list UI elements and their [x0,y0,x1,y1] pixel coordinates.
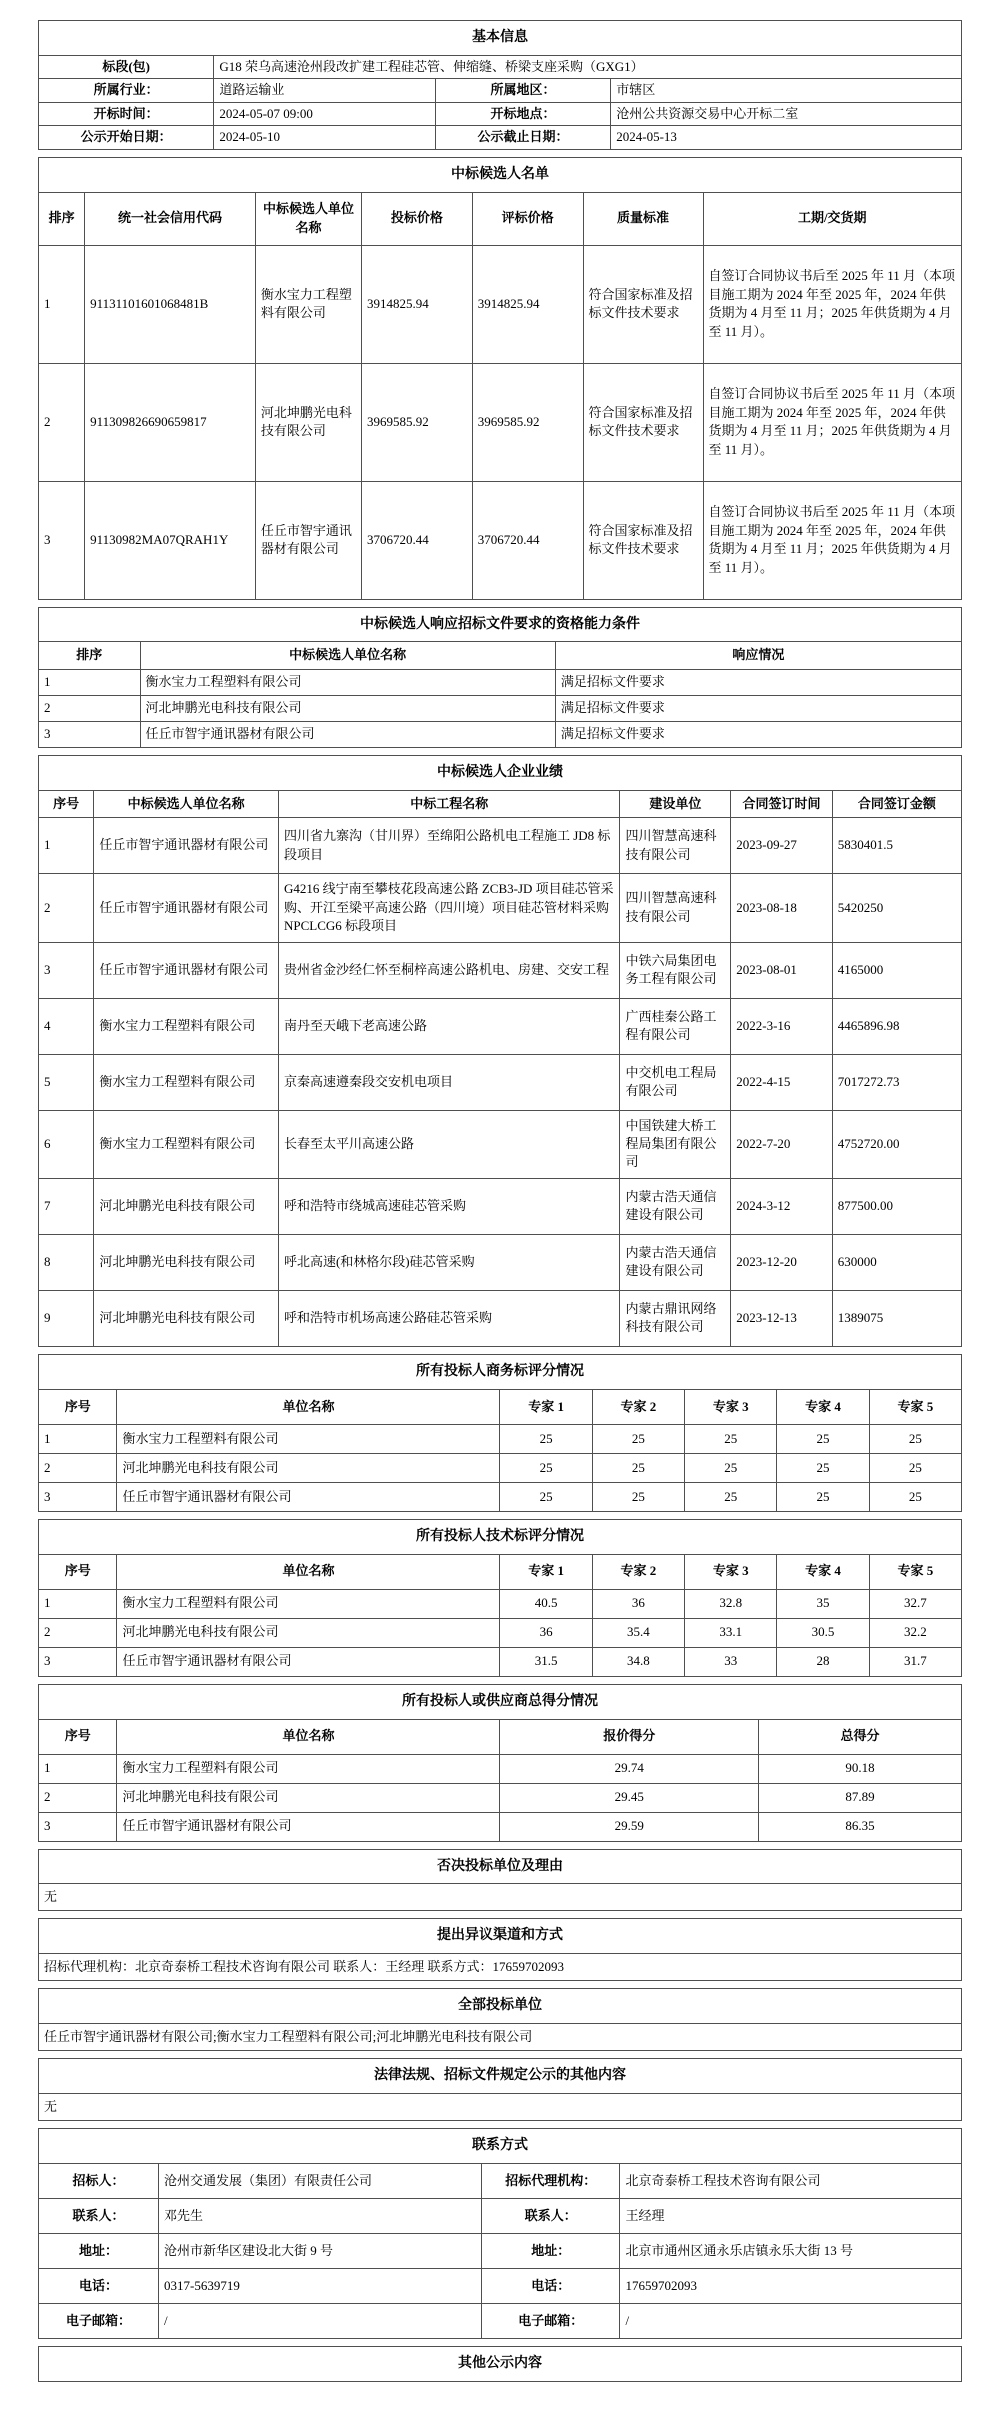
field-label: 招标代理机构： [482,2164,620,2199]
table-cell: 符合国家标准及招标文件技术要求 [583,481,703,599]
field-label: 所属地区： [435,79,610,102]
table-row [39,2269,962,2304]
field-label: 所属行业： [39,79,214,102]
field-label: 电话： [482,2269,620,2304]
column-header: 专家 4 [777,1389,869,1424]
table-cell: 3 [39,1482,117,1511]
table-row [39,1290,962,1346]
field-label: 联系人： [482,2199,620,2234]
column-header: 中标候选人单位名称 [140,642,555,669]
table-row [39,1647,962,1676]
table-cell: 四川省九寨沟（甘川界）至绵阳公路机电工程施工 JD8 标段项目 [278,818,620,874]
table-row [39,818,962,874]
field-value: 0317-5639719 [158,2269,481,2304]
table-cell: 25 [685,1482,777,1511]
table-cell: 25 [592,1424,684,1453]
table-cell: 90.18 [758,1754,961,1783]
table-cell: 2023-12-20 [731,1234,833,1290]
table-cell: 任丘市智宇通讯器材有限公司 [94,942,279,998]
section-title: 中标候选人响应招标文件要求的资格能力条件 [39,607,962,642]
table-cell: 河北坤鹏光电科技有限公司 [94,1234,279,1290]
table-row [39,1618,962,1647]
table-row [39,2024,962,2051]
field-label: 电子邮箱： [39,2304,159,2339]
table-row [39,1919,962,1954]
table-cell: 3 [39,1812,117,1841]
table-row [39,157,962,192]
section-content: 无 [39,2094,962,2121]
table-cell: 33.1 [685,1618,777,1647]
table-cell: 25 [685,1453,777,1482]
table-cell: 3 [39,1647,117,1676]
column-header: 专家 3 [685,1554,777,1589]
table-cell: 25 [685,1424,777,1453]
table-row [39,1482,962,1511]
field-value: 北京市通州区通永乐店镇永乐大街 13 号 [620,2234,962,2269]
table-row [39,1849,962,1884]
table-cell: 2 [39,695,141,721]
table-cell: 32.7 [869,1589,961,1618]
section-title: 中标候选人企业业绩 [39,755,962,790]
table-row [39,2199,962,2234]
table-row [39,55,962,78]
table-cell: 34.8 [592,1647,684,1676]
table-cell: 3914825.94 [362,245,473,363]
section-title: 法律法规、招标文件规定公示的其他内容 [39,2059,962,2094]
table-cell: 1 [39,669,141,695]
table-cell: 1 [39,818,94,874]
field-label: 标段(包) [39,55,214,78]
table-cell: 2 [39,1783,117,1812]
field-value: 邓先生 [158,2199,481,2234]
business-scores-table [38,1354,962,1512]
column-header: 质量标准 [583,192,703,245]
column-header: 序号 [39,1554,117,1589]
table-cell: 25 [869,1424,961,1453]
table-row [39,2347,962,2382]
table-cell: 5830401.5 [832,818,961,874]
table-row [39,2164,962,2199]
table-row [39,607,962,642]
table-header-row [39,192,962,245]
table-cell: 36 [500,1618,592,1647]
table-row [39,102,962,125]
table-cell: 衡水宝力工程塑料有限公司 [94,1110,279,1178]
table-cell: 京秦高速遵秦段交安机电项目 [278,1054,620,1110]
field-label: 电子邮箱： [482,2304,620,2339]
column-header: 统一社会信用代码 [85,192,256,245]
section-title: 全部投标单位 [39,1989,962,2024]
table-cell: 中铁六局集团电务工程有限公司 [620,942,731,998]
section-title: 中标候选人名单 [39,157,962,192]
table-row [39,874,962,942]
field-label: 开标地点： [435,102,610,125]
table-cell: 1 [39,1589,117,1618]
table-cell: 2022-7-20 [731,1110,833,1178]
table-cell: 河北坤鹏光电科技有限公司 [117,1618,500,1647]
table-row [39,21,962,56]
column-header: 评标价格 [472,192,583,245]
table-cell: 31.7 [869,1647,961,1676]
table-cell: 任丘市智宇通讯器材有限公司 [255,481,361,599]
table-cell: 7 [39,1178,94,1234]
column-header: 专家 3 [685,1389,777,1424]
column-header: 专家 4 [777,1554,869,1589]
table-cell: 河北坤鹏光电科技有限公司 [94,1178,279,1234]
column-header: 总得分 [758,1719,961,1754]
table-cell: 87.89 [758,1783,961,1812]
table-cell: 25 [869,1453,961,1482]
table-cell: 40.5 [500,1589,592,1618]
table-cell: 32.8 [685,1589,777,1618]
table-row [39,1884,962,1911]
table-cell: 河北坤鹏光电科技有限公司 [117,1453,500,1482]
section-title: 其他公示内容 [39,2347,962,2382]
column-header: 中标工程名称 [278,790,620,817]
table-cell: 25 [500,1482,592,1511]
section-content: 无 [39,1884,962,1911]
table-cell: 1389075 [832,1290,961,1346]
table-cell: 9 [39,1290,94,1346]
table-row [39,79,962,102]
column-header: 序号 [39,1389,117,1424]
table-row [39,2129,962,2164]
field-value: / [620,2304,962,2339]
table-cell: 25 [592,1482,684,1511]
column-header: 报价得分 [500,1719,758,1754]
table-cell: 33 [685,1647,777,1676]
table-cell: 31.5 [500,1647,592,1676]
table-cell: 贵州省金沙经仁怀至桐梓高速公路机电、房建、交安工程 [278,942,620,998]
column-header: 排序 [39,192,85,245]
table-cell: 91130982MA07QRAH1Y [85,481,256,599]
field-value: 北京奇泰桥工程技术咨询有限公司 [620,2164,962,2199]
table-cell: 衡水宝力工程塑料有限公司 [117,1589,500,1618]
table-cell: 四川智慧高速科技有限公司 [620,818,731,874]
table-cell: G4216 线宁南至攀枝花段高速公路 ZCB3-JD 项目硅芯管采购、开江至梁平高速公路（四川境）项目硅芯管材料采购 NPCLCG6 标段项目 [278,874,620,942]
table-cell: 25 [500,1424,592,1453]
field-value: 王经理 [620,2199,962,2234]
table-row [39,1954,962,1981]
contact-table [38,2128,962,2339]
table-cell: 自签订合同协议书后至 2025 年 11 月（本项目施工期为 2024 年至 2025 年，2024 年供货期为 4 月至 11 月；2025 年供货期为 4 月至 11 月）。 [703,481,961,599]
table-cell: 25 [777,1482,869,1511]
table-cell: 河北坤鹏光电科技有限公司 [94,1290,279,1346]
field-label: 地址： [39,2234,159,2269]
section-title: 所有投标人或供应商总得分情况 [39,1684,962,1719]
table-cell: 呼和浩特市机场高速公路硅芯管采购 [278,1290,620,1346]
field-value: 沧州市新华区建设北大街 9 号 [158,2234,481,2269]
column-header: 单位名称 [117,1719,500,1754]
table-cell: 任丘市智宇通讯器材有限公司 [140,721,555,747]
table-cell: 3 [39,481,85,599]
table-row [39,1754,962,1783]
table-cell: 衡水宝力工程塑料有限公司 [94,1054,279,1110]
table-row [39,1424,962,1453]
table-cell: 25 [777,1453,869,1482]
column-header: 专家 5 [869,1389,961,1424]
table-cell: 29.74 [500,1754,758,1783]
table-header-row [39,1554,962,1589]
table-cell: 7017272.73 [832,1054,961,1110]
column-header: 专家 2 [592,1389,684,1424]
field-label: 招标人： [39,2164,159,2199]
table-cell: 符合国家标准及招标文件技术要求 [583,245,703,363]
column-header: 工期/交货期 [703,192,961,245]
table-cell: 四川智慧高速科技有限公司 [620,874,731,942]
table-cell: 3969585.92 [472,363,583,481]
other-legal-table [38,2058,962,2121]
table-row [39,1684,962,1719]
table-cell: 32.2 [869,1618,961,1647]
table-cell: 29.59 [500,1812,758,1841]
performance-table [38,755,962,1347]
table-cell: 中国铁建大桥工程局集团有限公司 [620,1110,731,1178]
table-cell: 2022-3-16 [731,998,833,1054]
qualification-table [38,607,962,748]
table-cell: 呼北高速(和林格尔段)硅芯管采购 [278,1234,620,1290]
table-row [39,245,962,363]
table-cell: 25 [592,1453,684,1482]
table-cell: 2 [39,874,94,942]
table-row [39,2234,962,2269]
table-row [39,1234,962,1290]
section-content: 任丘市智宇通讯器材有限公司;衡水宝力工程塑料有限公司;河北坤鹏光电科技有限公司 [39,2024,962,2051]
table-cell: 877500.00 [832,1178,961,1234]
basic-info-table [38,20,962,150]
field-label: 公示截止日期： [435,126,610,149]
table-row [39,1812,962,1841]
table-cell: 2023-08-01 [731,942,833,998]
table-cell: 4 [39,998,94,1054]
field-value: / [158,2304,481,2339]
table-cell: 1 [39,1424,117,1453]
table-cell: 广西桂秦公路工程有限公司 [620,998,731,1054]
field-value: 市辖区 [611,79,962,102]
table-cell: 呼和浩特市绕城高速硅芯管采购 [278,1178,620,1234]
table-cell: 3 [39,721,141,747]
table-row [39,1054,962,1110]
table-cell: 5 [39,1054,94,1110]
table-cell: 满足招标文件要求 [555,669,961,695]
table-header-row [39,790,962,817]
column-header: 中标候选人单位名称 [94,790,279,817]
table-cell: 2 [39,363,85,481]
table-cell: 2024-3-12 [731,1178,833,1234]
table-cell: 4165000 [832,942,961,998]
field-value: 17659702093 [620,2269,962,2304]
section-title: 提出异议渠道和方式 [39,1919,962,1954]
field-label: 公示开始日期： [39,126,214,149]
table-cell: 3914825.94 [472,245,583,363]
table-cell: 河北坤鹏光电科技有限公司 [255,363,361,481]
field-value: 道路运输业 [214,79,436,102]
table-row [39,755,962,790]
table-cell: 满足招标文件要求 [555,695,961,721]
table-row [39,998,962,1054]
table-cell: 内蒙古浩天通信建设有限公司 [620,1178,731,1234]
column-header: 序号 [39,1719,117,1754]
table-cell: 2022-4-15 [731,1054,833,1110]
column-header: 合同签订金额 [832,790,961,817]
table-cell: 3706720.44 [362,481,473,599]
table-cell: 中交机电工程局有限公司 [620,1054,731,1110]
field-value: G18 荣乌高速沧州段改扩建工程硅芯管、伸缩缝、桥梁支座采购（GXG1） [214,55,962,78]
table-cell: 86.35 [758,1812,961,1841]
table-cell: 任丘市智宇通讯器材有限公司 [94,874,279,942]
column-header: 合同签订时间 [731,790,833,817]
table-cell: 任丘市智宇通讯器材有限公司 [117,1482,500,1511]
field-label: 电话： [39,2269,159,2304]
table-cell: 衡水宝力工程塑料有限公司 [94,998,279,1054]
section-title: 基本信息 [39,21,962,56]
table-cell: 911309826690659817 [85,363,256,481]
table-cell: 29.45 [500,1783,758,1812]
section-content: 招标代理机构：北京奇泰桥工程技术咨询有限公司 联系人：王经理 联系方式：17659702093 [39,1954,962,1981]
table-row [39,1110,962,1178]
table-cell: 2 [39,1618,117,1647]
field-label: 开标时间： [39,102,214,125]
field-value: 沧州公共资源交易中心开标二室 [611,102,962,125]
table-cell: 3969585.92 [362,363,473,481]
table-row [39,2059,962,2094]
column-header: 专家 2 [592,1554,684,1589]
column-header: 专家 5 [869,1554,961,1589]
table-cell: 衡水宝力工程塑料有限公司 [255,245,361,363]
column-header: 中标候选人单位名称 [255,192,361,245]
section-title: 联系方式 [39,2129,962,2164]
table-cell: 25 [777,1424,869,1453]
field-value: 2024-05-10 [214,126,436,149]
table-row [39,695,962,721]
table-cell: 自签订合同协议书后至 2025 年 11 月（本项目施工期为 2024 年至 2025 年，2024 年供货期为 4 月至 11 月；2025 年供货期为 4 月至 11 月）。 [703,363,961,481]
table-cell: 5420250 [832,874,961,942]
table-cell: 3 [39,942,94,998]
section-title: 否决投标单位及理由 [39,1849,962,1884]
column-header: 单位名称 [117,1389,500,1424]
table-cell: 36 [592,1589,684,1618]
table-cell: 符合国家标准及招标文件技术要求 [583,363,703,481]
table-cell: 30.5 [777,1618,869,1647]
table-cell: 任丘市智宇通讯器材有限公司 [117,1812,500,1841]
table-row [39,2094,962,2121]
section-title: 所有投标人技术标评分情况 [39,1519,962,1554]
table-cell: 内蒙古鼎讯网络科技有限公司 [620,1290,731,1346]
table-row [39,1354,962,1389]
table-cell: 南丹至天峨下老高速公路 [278,998,620,1054]
table-row [39,2304,962,2339]
table-cell: 满足招标文件要求 [555,721,961,747]
all-bidders-table [38,1988,962,2051]
field-label: 联系人： [39,2199,159,2234]
column-header: 专家 1 [500,1554,592,1589]
table-row [39,363,962,481]
column-header: 排序 [39,642,141,669]
table-cell: 4752720.00 [832,1110,961,1178]
table-row [39,1783,962,1812]
table-cell: 衡水宝力工程塑料有限公司 [117,1754,500,1783]
table-cell: 25 [869,1482,961,1511]
rejection-table [38,1849,962,1912]
table-cell: 1 [39,245,85,363]
table-row [39,1453,962,1482]
table-cell: 8 [39,1234,94,1290]
total-scores-table [38,1684,962,1842]
table-cell: 4465896.98 [832,998,961,1054]
table-row [39,126,962,149]
column-header: 响应情况 [555,642,961,669]
field-value: 2024-05-07 09:00 [214,102,436,125]
field-value: 2024-05-13 [611,126,962,149]
table-row [39,1178,962,1234]
objection-table [38,1918,962,1981]
table-row [39,1519,962,1554]
table-cell: 2023-12-13 [731,1290,833,1346]
column-header: 建设单位 [620,790,731,817]
table-header-row [39,642,962,669]
table-cell: 25 [500,1453,592,1482]
table-cell: 自签订合同协议书后至 2025 年 11 月（本项目施工期为 2024 年至 2025 年，2024 年供货期为 4 月至 11 月；2025 年供货期为 4 月至 11 月）。 [703,245,961,363]
table-row [39,1589,962,1618]
field-value: 沧州交通发展（集团）有限责任公司 [158,2164,481,2199]
table-cell: 91131101601068481B [85,245,256,363]
table-cell: 河北坤鹏光电科技有限公司 [117,1783,500,1812]
other-content-table [38,2346,962,2382]
table-cell: 1 [39,1754,117,1783]
table-row [39,669,962,695]
candidates-table [38,157,962,600]
table-row [39,1989,962,2024]
technical-scores-table [38,1519,962,1677]
table-cell: 35 [777,1589,869,1618]
table-cell: 35.4 [592,1618,684,1647]
table-cell: 任丘市智宇通讯器材有限公司 [117,1647,500,1676]
table-cell: 内蒙古浩天通信建设有限公司 [620,1234,731,1290]
table-header-row [39,1719,962,1754]
field-label: 地址： [482,2234,620,2269]
column-header: 专家 1 [500,1389,592,1424]
table-cell: 衡水宝力工程塑料有限公司 [117,1424,500,1453]
table-cell: 任丘市智宇通讯器材有限公司 [94,818,279,874]
table-cell: 衡水宝力工程塑料有限公司 [140,669,555,695]
table-cell: 630000 [832,1234,961,1290]
column-header: 序号 [39,790,94,817]
table-cell: 3706720.44 [472,481,583,599]
section-title: 所有投标人商务标评分情况 [39,1354,962,1389]
table-cell: 2023-09-27 [731,818,833,874]
table-header-row [39,1389,962,1424]
table-row [39,721,962,747]
table-row [39,481,962,599]
column-header: 投标价格 [362,192,473,245]
table-cell: 河北坤鹏光电科技有限公司 [140,695,555,721]
table-cell: 2023-08-18 [731,874,833,942]
table-cell: 6 [39,1110,94,1178]
table-row [39,942,962,998]
table-cell: 28 [777,1647,869,1676]
column-header: 单位名称 [117,1554,500,1589]
table-cell: 长春至太平川高速公路 [278,1110,620,1178]
table-cell: 2 [39,1453,117,1482]
